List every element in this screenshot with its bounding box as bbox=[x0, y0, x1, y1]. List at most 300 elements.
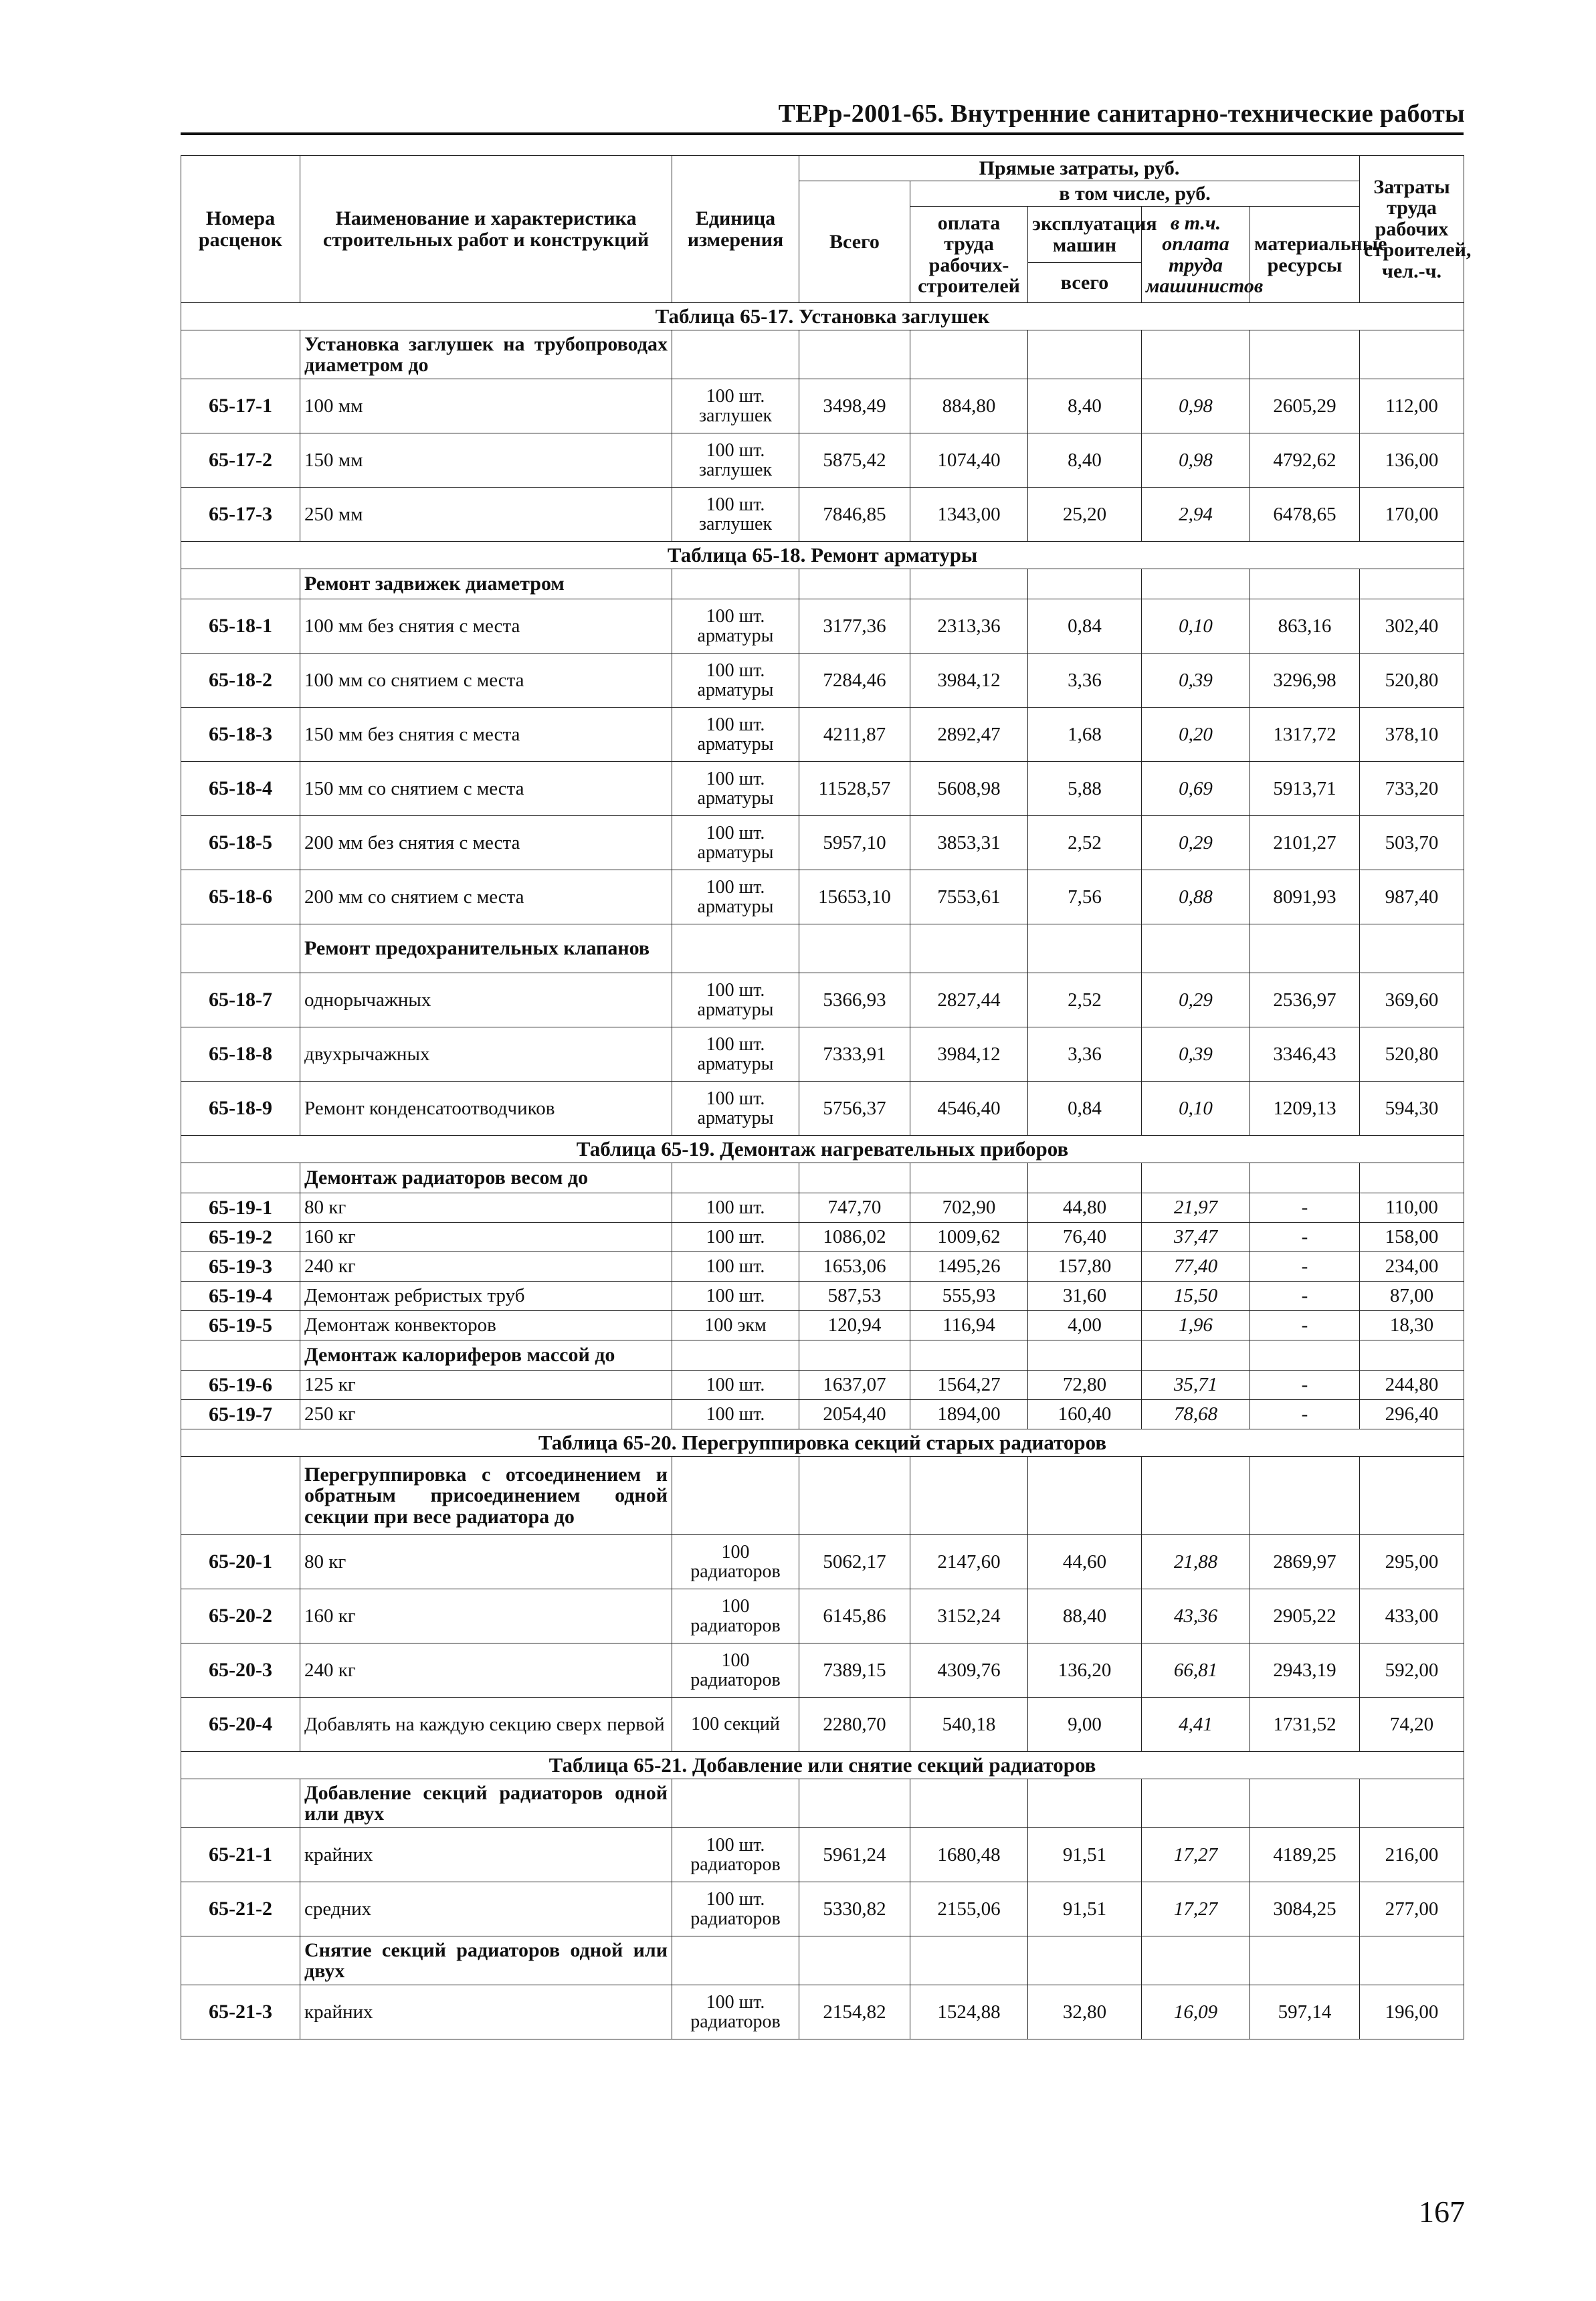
wages-cost: 702,90 bbox=[910, 1193, 1028, 1223]
empty-cell bbox=[799, 1779, 910, 1828]
table-row bbox=[181, 973, 1464, 1027]
labor-hours: 18,30 bbox=[1360, 1311, 1464, 1340]
empty-cell bbox=[1360, 924, 1464, 973]
total-cost: 1637,07 bbox=[799, 1371, 910, 1400]
unit-of-measure: 100 шт. арматуры bbox=[672, 762, 799, 816]
labor-hours: 733,20 bbox=[1360, 762, 1464, 816]
rate-code: 65-18-9 bbox=[181, 1082, 300, 1136]
machines-cost: 9,00 bbox=[1028, 1698, 1142, 1752]
unit-of-measure: 100 шт. радиаторов bbox=[672, 1882, 799, 1936]
group-heading: Ремонт предохранительных клапанов bbox=[300, 924, 672, 973]
rate-code: 65-18-1 bbox=[181, 599, 300, 654]
machines-cost: 7,56 bbox=[1028, 870, 1142, 924]
group-row bbox=[181, 1163, 1464, 1193]
labor-hours: 216,00 bbox=[1360, 1828, 1464, 1882]
rate-code: 65-19-1 bbox=[181, 1193, 300, 1223]
group-heading: Добавление секций радиаторов одной или двух bbox=[300, 1779, 672, 1828]
work-name: 150 мм со снятием с места bbox=[300, 762, 672, 816]
total-cost: 11528,57 bbox=[799, 762, 910, 816]
labor-hours: 110,00 bbox=[1360, 1193, 1464, 1223]
empty-cell bbox=[799, 1340, 910, 1371]
work-name: 100 мм со снятием с места bbox=[300, 654, 672, 708]
machines-cost: 25,20 bbox=[1028, 488, 1142, 542]
group-heading: Снятие секций радиаторов одной или двух bbox=[300, 1936, 672, 1985]
unit-of-measure: 100 шт. радиаторов bbox=[672, 1985, 799, 2039]
machines-cost: 2,52 bbox=[1028, 816, 1142, 870]
wages-cost: 1495,26 bbox=[910, 1252, 1028, 1282]
unit-of-measure: 100 шт. заглушек bbox=[672, 379, 799, 433]
col-header-machinists: в т.ч. оплата труда машинистов bbox=[1142, 207, 1250, 303]
unit-of-measure: 100 шт. bbox=[672, 1400, 799, 1429]
empty-cell bbox=[910, 1340, 1028, 1371]
empty-cell bbox=[910, 1936, 1028, 1985]
work-name: Демонтаж конвекторов bbox=[300, 1311, 672, 1340]
wages-cost: 1524,88 bbox=[910, 1985, 1028, 2039]
machines-cost: 91,51 bbox=[1028, 1882, 1142, 1936]
wages-cost: 3984,12 bbox=[910, 654, 1028, 708]
col-header-materials: материальные ресурсы bbox=[1250, 207, 1360, 303]
total-cost: 2154,82 bbox=[799, 1985, 910, 2039]
unit-of-measure: 100 шт. арматуры bbox=[672, 870, 799, 924]
work-name: 150 мм без снятия с места bbox=[300, 708, 672, 762]
unit-of-measure: 100 шт. радиаторов bbox=[672, 1828, 799, 1882]
work-name: 150 мм bbox=[300, 433, 672, 488]
labor-hours: 520,80 bbox=[1360, 1027, 1464, 1082]
total-cost: 7284,46 bbox=[799, 654, 910, 708]
unit-of-measure: 100 радиаторов bbox=[672, 1535, 799, 1589]
machinists-wages: 0,10 bbox=[1142, 599, 1250, 654]
empty-cell bbox=[1250, 1457, 1360, 1535]
materials-cost: 4189,25 bbox=[1250, 1828, 1360, 1882]
rate-code: 65-19-3 bbox=[181, 1252, 300, 1282]
empty-cell bbox=[910, 1779, 1028, 1828]
work-name: 160 кг bbox=[300, 1223, 672, 1252]
table-row bbox=[181, 1535, 1464, 1589]
empty-cell bbox=[1360, 1340, 1464, 1371]
section-title-row bbox=[181, 1136, 1464, 1163]
labor-hours: 369,60 bbox=[1360, 973, 1464, 1027]
empty-cell bbox=[1250, 569, 1360, 599]
empty-cell bbox=[672, 1163, 799, 1193]
machinists-wages: 17,27 bbox=[1142, 1828, 1250, 1882]
table-head bbox=[181, 156, 1472, 303]
rate-code: 65-19-5 bbox=[181, 1311, 300, 1340]
total-cost: 5957,10 bbox=[799, 816, 910, 870]
machines-cost: 2,52 bbox=[1028, 973, 1142, 1027]
wages-cost: 1343,00 bbox=[910, 488, 1028, 542]
work-name: 240 кг bbox=[300, 1643, 672, 1698]
total-cost: 5756,37 bbox=[799, 1082, 910, 1136]
wages-cost: 2155,06 bbox=[910, 1882, 1028, 1936]
work-name: 200 мм без снятия с места bbox=[300, 816, 672, 870]
rate-code: 65-19-2 bbox=[181, 1223, 300, 1252]
unit-of-measure: 100 шт. заглушек bbox=[672, 488, 799, 542]
empty-cell bbox=[181, 1163, 300, 1193]
empty-cell bbox=[1360, 1163, 1464, 1193]
unit-of-measure: 100 шт. арматуры bbox=[672, 708, 799, 762]
table-row bbox=[181, 1193, 1464, 1223]
machines-cost: 3,36 bbox=[1028, 1027, 1142, 1082]
rate-code: 65-17-2 bbox=[181, 433, 300, 488]
empty-cell bbox=[1028, 1163, 1142, 1193]
empty-cell bbox=[799, 1163, 910, 1193]
unit-of-measure: 100 шт. bbox=[672, 1223, 799, 1252]
machinists-wages: 66,81 bbox=[1142, 1643, 1250, 1698]
unit-of-measure: 100 шт. арматуры bbox=[672, 654, 799, 708]
wages-cost: 3853,31 bbox=[910, 816, 1028, 870]
machines-cost: 136,20 bbox=[1028, 1643, 1142, 1698]
section-title-row bbox=[181, 303, 1464, 330]
machinists-wages: 0,88 bbox=[1142, 870, 1250, 924]
table-row bbox=[181, 433, 1464, 488]
empty-cell bbox=[1028, 1936, 1142, 1985]
page-header-title: ТЕРр-2001-65. Внутренние санитарно-технические работы bbox=[778, 100, 1465, 128]
total-cost: 7389,15 bbox=[799, 1643, 910, 1698]
empty-cell bbox=[1142, 1457, 1250, 1535]
work-name: 250 мм bbox=[300, 488, 672, 542]
table-row bbox=[181, 1589, 1464, 1643]
materials-cost: 2869,97 bbox=[1250, 1535, 1360, 1589]
empty-cell bbox=[1250, 1163, 1360, 1193]
group-row bbox=[181, 569, 1464, 599]
wages-cost: 2827,44 bbox=[910, 973, 1028, 1027]
machines-cost: 0,84 bbox=[1028, 599, 1142, 654]
empty-cell bbox=[1142, 569, 1250, 599]
group-row bbox=[181, 924, 1464, 973]
total-cost: 3498,49 bbox=[799, 379, 910, 433]
machines-cost: 31,60 bbox=[1028, 1282, 1142, 1311]
rate-code: 65-21-1 bbox=[181, 1828, 300, 1882]
rate-code: 65-19-4 bbox=[181, 1282, 300, 1311]
wages-cost: 7553,61 bbox=[910, 870, 1028, 924]
machinists-wages: 37,47 bbox=[1142, 1223, 1250, 1252]
wages-cost: 555,93 bbox=[910, 1282, 1028, 1311]
machines-cost: 44,80 bbox=[1028, 1193, 1142, 1223]
empty-cell bbox=[1028, 1457, 1142, 1535]
empty-cell bbox=[181, 924, 300, 973]
empty-cell bbox=[1028, 1340, 1142, 1371]
labor-hours: 136,00 bbox=[1360, 433, 1464, 488]
table-row bbox=[181, 599, 1464, 654]
labor-hours: 433,00 bbox=[1360, 1589, 1464, 1643]
empty-cell bbox=[181, 330, 300, 379]
table-row bbox=[181, 1698, 1464, 1752]
empty-cell bbox=[1250, 924, 1360, 973]
labor-hours: 277,00 bbox=[1360, 1882, 1464, 1936]
total-cost: 15653,10 bbox=[799, 870, 910, 924]
wages-cost: 1680,48 bbox=[910, 1828, 1028, 1882]
materials-cost: 1731,52 bbox=[1250, 1698, 1360, 1752]
section-title-row bbox=[181, 542, 1464, 569]
col-header-code: Номера расценок bbox=[181, 156, 300, 303]
total-cost: 2054,40 bbox=[799, 1400, 910, 1429]
materials-cost: - bbox=[1250, 1193, 1360, 1223]
wages-cost: 1894,00 bbox=[910, 1400, 1028, 1429]
labor-hours: 378,10 bbox=[1360, 708, 1464, 762]
total-cost: 5961,24 bbox=[799, 1828, 910, 1882]
empty-cell bbox=[672, 1340, 799, 1371]
machinists-wages: 0,29 bbox=[1142, 973, 1250, 1027]
table-row bbox=[181, 708, 1464, 762]
work-name: крайних bbox=[300, 1985, 672, 2039]
table-row bbox=[181, 1311, 1464, 1340]
materials-cost: - bbox=[1250, 1400, 1360, 1429]
col-header-total: Всего bbox=[799, 181, 910, 303]
labor-hours: 170,00 bbox=[1360, 488, 1464, 542]
work-name: 80 кг bbox=[300, 1535, 672, 1589]
empty-cell bbox=[799, 569, 910, 599]
machines-cost: 160,40 bbox=[1028, 1400, 1142, 1429]
rate-code: 65-18-5 bbox=[181, 816, 300, 870]
labor-hours: 520,80 bbox=[1360, 654, 1464, 708]
materials-cost: 1317,72 bbox=[1250, 708, 1360, 762]
total-cost: 1086,02 bbox=[799, 1223, 910, 1252]
materials-cost: 863,16 bbox=[1250, 599, 1360, 654]
total-cost: 747,70 bbox=[799, 1193, 910, 1223]
rate-code: 65-17-3 bbox=[181, 488, 300, 542]
rate-code: 65-20-1 bbox=[181, 1535, 300, 1589]
materials-cost: 5913,71 bbox=[1250, 762, 1360, 816]
machinists-wages: 0,39 bbox=[1142, 654, 1250, 708]
wages-cost: 2147,60 bbox=[910, 1535, 1028, 1589]
empty-cell bbox=[672, 1457, 799, 1535]
section-title: Таблица 65-19. Демонтаж нагревательных приборов bbox=[181, 1136, 1464, 1163]
empty-cell bbox=[910, 1163, 1028, 1193]
labor-hours: 87,00 bbox=[1360, 1282, 1464, 1311]
empty-cell bbox=[1028, 569, 1142, 599]
section-title-row bbox=[181, 1752, 1464, 1779]
materials-cost: 2536,97 bbox=[1250, 973, 1360, 1027]
materials-cost: - bbox=[1250, 1223, 1360, 1252]
table-row bbox=[181, 1252, 1464, 1282]
unit-of-measure: 100 шт. bbox=[672, 1371, 799, 1400]
materials-cost: 3296,98 bbox=[1250, 654, 1360, 708]
table-row bbox=[181, 488, 1464, 542]
col-header-machines: эксплуатация машин bbox=[1028, 207, 1142, 263]
machines-cost: 0,84 bbox=[1028, 1082, 1142, 1136]
empty-cell bbox=[1360, 569, 1464, 599]
col-header-wages: оплата труда рабочих-строителей bbox=[910, 207, 1028, 303]
machines-cost: 5,88 bbox=[1028, 762, 1142, 816]
total-cost: 2280,70 bbox=[799, 1698, 910, 1752]
rate-code: 65-18-3 bbox=[181, 708, 300, 762]
unit-of-measure: 100 шт. bbox=[672, 1193, 799, 1223]
table-row bbox=[181, 379, 1464, 433]
machines-cost: 88,40 bbox=[1028, 1589, 1142, 1643]
section-title: Таблица 65-17. Установка заглушек bbox=[181, 303, 1464, 330]
unit-of-measure: 100 шт. арматуры bbox=[672, 1027, 799, 1082]
work-name: 80 кг bbox=[300, 1193, 672, 1223]
rate-code: 65-18-2 bbox=[181, 654, 300, 708]
table-row bbox=[181, 1643, 1464, 1698]
total-cost: 1653,06 bbox=[799, 1252, 910, 1282]
total-cost: 3177,36 bbox=[799, 599, 910, 654]
rate-code: 65-21-3 bbox=[181, 1985, 300, 2039]
rate-code: 65-18-7 bbox=[181, 973, 300, 1027]
section-title: Таблица 65-18. Ремонт арматуры bbox=[181, 542, 1464, 569]
work-name: 125 кг bbox=[300, 1371, 672, 1400]
machines-cost: 32,80 bbox=[1028, 1985, 1142, 2039]
work-name: Добавлять на каждую секцию сверх первой bbox=[300, 1698, 672, 1752]
machines-cost: 44,60 bbox=[1028, 1535, 1142, 1589]
empty-cell bbox=[799, 330, 910, 379]
table-row bbox=[181, 762, 1464, 816]
rates-table bbox=[181, 155, 1472, 2039]
empty-cell bbox=[1142, 1163, 1250, 1193]
section-title-row bbox=[181, 1429, 1464, 1457]
labor-hours: 987,40 bbox=[1360, 870, 1464, 924]
empty-cell bbox=[1028, 1779, 1142, 1828]
rate-code: 65-18-4 bbox=[181, 762, 300, 816]
wages-cost: 3984,12 bbox=[910, 1027, 1028, 1082]
machinists-wages: 17,27 bbox=[1142, 1882, 1250, 1936]
materials-cost: 1209,13 bbox=[1250, 1082, 1360, 1136]
materials-cost: 2905,22 bbox=[1250, 1589, 1360, 1643]
work-name: 160 кг bbox=[300, 1589, 672, 1643]
empty-cell bbox=[1250, 1340, 1360, 1371]
empty-cell bbox=[1250, 330, 1360, 379]
rate-code: 65-19-7 bbox=[181, 1400, 300, 1429]
empty-cell bbox=[799, 924, 910, 973]
machines-cost: 8,40 bbox=[1028, 379, 1142, 433]
total-cost: 7846,85 bbox=[799, 488, 910, 542]
group-row bbox=[181, 1340, 1464, 1371]
table-row bbox=[181, 1400, 1464, 1429]
empty-cell bbox=[181, 1457, 300, 1535]
empty-cell bbox=[672, 330, 799, 379]
empty-cell bbox=[1142, 1779, 1250, 1828]
col-header-name: Наименование и характеристика строительных работ и конструкций bbox=[300, 156, 672, 303]
work-name: двухрычажных bbox=[300, 1027, 672, 1082]
machines-cost: 76,40 bbox=[1028, 1223, 1142, 1252]
group-row bbox=[181, 1457, 1464, 1535]
materials-cost: - bbox=[1250, 1371, 1360, 1400]
group-row bbox=[181, 1936, 1464, 1985]
wages-cost: 2892,47 bbox=[910, 708, 1028, 762]
section-title: Таблица 65-20. Перегруппировка секций старых радиаторов bbox=[181, 1429, 1464, 1457]
machinists-wages: 21,97 bbox=[1142, 1193, 1250, 1223]
materials-cost: 8091,93 bbox=[1250, 870, 1360, 924]
machinists-wages: 16,09 bbox=[1142, 1985, 1250, 2039]
empty-cell bbox=[1360, 1936, 1464, 1985]
table-body bbox=[181, 303, 1464, 2039]
machinists-wages: 0,69 bbox=[1142, 762, 1250, 816]
materials-cost: - bbox=[1250, 1252, 1360, 1282]
table-row bbox=[181, 816, 1464, 870]
header-rule bbox=[181, 132, 1464, 135]
work-name: 200 мм со снятием с места bbox=[300, 870, 672, 924]
empty-cell bbox=[910, 924, 1028, 973]
empty-cell bbox=[1028, 330, 1142, 379]
machinists-wages: 35,71 bbox=[1142, 1371, 1250, 1400]
empty-cell bbox=[1250, 1936, 1360, 1985]
empty-cell bbox=[181, 1779, 300, 1828]
labor-hours: 244,80 bbox=[1360, 1371, 1464, 1400]
wages-cost: 116,94 bbox=[910, 1311, 1028, 1340]
labor-hours: 112,00 bbox=[1360, 379, 1464, 433]
machines-cost: 91,51 bbox=[1028, 1828, 1142, 1882]
group-heading: Демонтаж калориферов массой до bbox=[300, 1340, 672, 1371]
empty-cell bbox=[181, 1340, 300, 1371]
empty-cell bbox=[910, 569, 1028, 599]
unit-of-measure: 100 секций bbox=[672, 1698, 799, 1752]
wages-cost: 540,18 bbox=[910, 1698, 1028, 1752]
empty-cell bbox=[799, 1936, 910, 1985]
group-heading: Установка заглушек на трубопроводах диаметром до bbox=[300, 330, 672, 379]
machinists-wages: 1,96 bbox=[1142, 1311, 1250, 1340]
machinists-wages: 2,94 bbox=[1142, 488, 1250, 542]
rate-code: 65-17-1 bbox=[181, 379, 300, 433]
wages-cost: 4309,76 bbox=[910, 1643, 1028, 1698]
machinists-wages: 0,98 bbox=[1142, 433, 1250, 488]
materials-cost: - bbox=[1250, 1311, 1360, 1340]
empty-cell bbox=[1142, 924, 1250, 973]
machinists-wages: 0,29 bbox=[1142, 816, 1250, 870]
empty-cell bbox=[799, 1457, 910, 1535]
wages-cost: 1009,62 bbox=[910, 1223, 1028, 1252]
work-name: однорычажных bbox=[300, 973, 672, 1027]
materials-cost: 3346,43 bbox=[1250, 1027, 1360, 1082]
total-cost: 5062,17 bbox=[799, 1535, 910, 1589]
machinists-wages: 77,40 bbox=[1142, 1252, 1250, 1282]
empty-cell bbox=[1142, 1936, 1250, 1985]
work-name: 100 мм без снятия с места bbox=[300, 599, 672, 654]
table-row bbox=[181, 1282, 1464, 1311]
materials-cost: 2101,27 bbox=[1250, 816, 1360, 870]
total-cost: 7333,91 bbox=[799, 1027, 910, 1082]
unit-of-measure: 100 радиаторов bbox=[672, 1589, 799, 1643]
machinists-wages: 21,88 bbox=[1142, 1535, 1250, 1589]
machines-cost: 4,00 bbox=[1028, 1311, 1142, 1340]
rate-code: 65-19-6 bbox=[181, 1371, 300, 1400]
machinists-wages: 0,10 bbox=[1142, 1082, 1250, 1136]
empty-cell bbox=[1142, 1340, 1250, 1371]
work-name: 250 кг bbox=[300, 1400, 672, 1429]
machinists-wages: 15,50 bbox=[1142, 1282, 1250, 1311]
machinists-wages: 43,36 bbox=[1142, 1589, 1250, 1643]
machinists-wages: 78,68 bbox=[1142, 1400, 1250, 1429]
empty-cell bbox=[672, 924, 799, 973]
unit-of-measure: 100 радиаторов bbox=[672, 1643, 799, 1698]
unit-of-measure: 100 шт. bbox=[672, 1252, 799, 1282]
rate-code: 65-20-2 bbox=[181, 1589, 300, 1643]
empty-cell bbox=[910, 1457, 1028, 1535]
labor-hours: 158,00 bbox=[1360, 1223, 1464, 1252]
wages-cost: 1074,40 bbox=[910, 433, 1028, 488]
total-cost: 5366,93 bbox=[799, 973, 910, 1027]
col-header-unit: Единица измерения bbox=[672, 156, 799, 303]
group-heading: Перегруппировка с отсоединением и обратным присоединением одной секции при весе радиатора до bbox=[300, 1457, 672, 1535]
table-row bbox=[181, 870, 1464, 924]
empty-cell bbox=[1142, 330, 1250, 379]
work-name: средних bbox=[300, 1882, 672, 1936]
materials-cost: 6478,65 bbox=[1250, 488, 1360, 542]
col-header-direct-costs: Прямые затраты, руб. bbox=[799, 156, 1360, 181]
table-row bbox=[181, 1985, 1464, 2039]
empty-cell bbox=[672, 1936, 799, 1985]
unit-of-measure: 100 шт. арматуры bbox=[672, 973, 799, 1027]
table-row bbox=[181, 1828, 1464, 1882]
machinists-wages: 4,41 bbox=[1142, 1698, 1250, 1752]
empty-cell bbox=[672, 1779, 799, 1828]
table-row bbox=[181, 654, 1464, 708]
machines-cost: 8,40 bbox=[1028, 433, 1142, 488]
materials-cost: 3084,25 bbox=[1250, 1882, 1360, 1936]
materials-cost: 2943,19 bbox=[1250, 1643, 1360, 1698]
empty-cell bbox=[1360, 1457, 1464, 1535]
total-cost: 120,94 bbox=[799, 1311, 910, 1340]
work-name: Ремонт конденсатоотводчиков bbox=[300, 1082, 672, 1136]
